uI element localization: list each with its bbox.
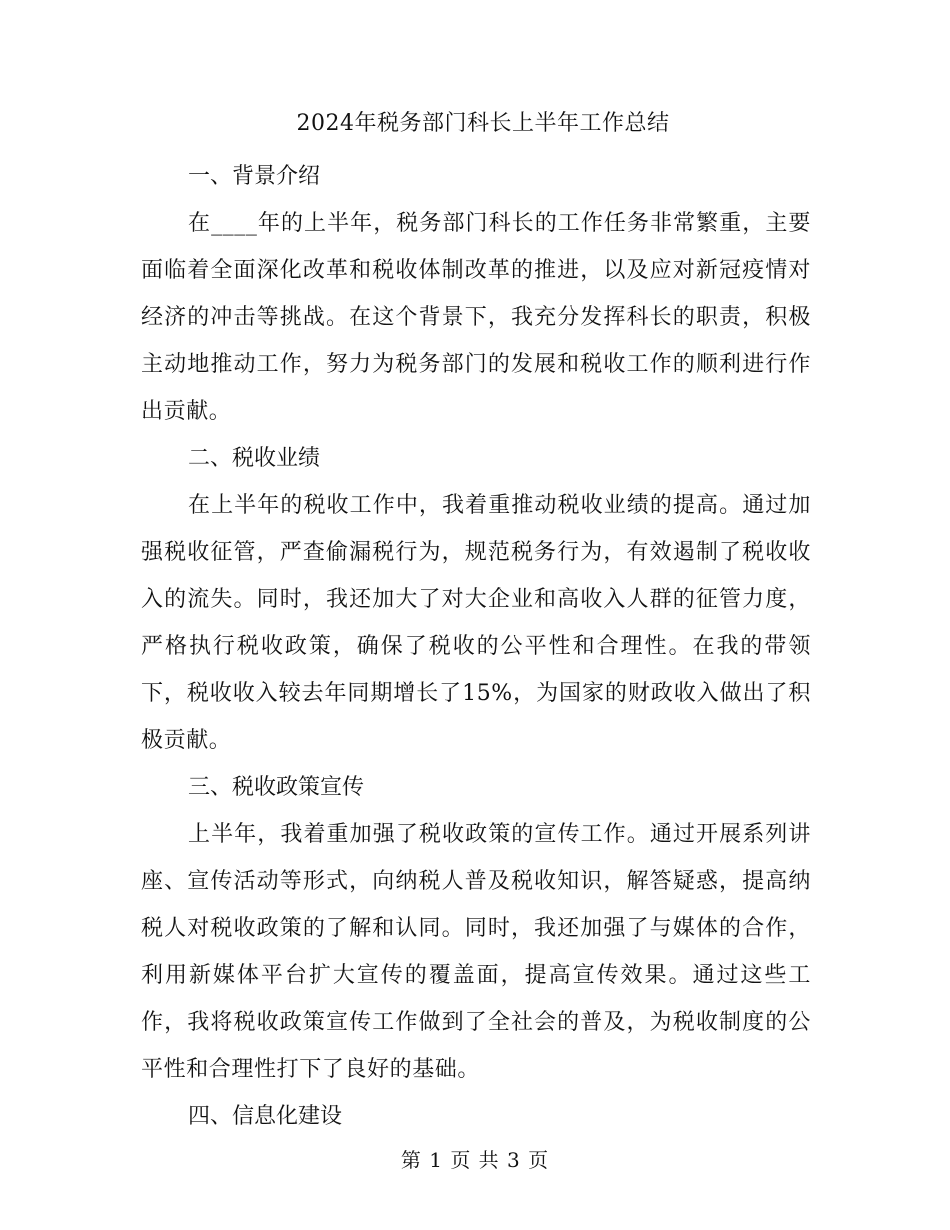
section-paragraph-background: 在____年的上半年，税务部门科长的工作任务非常繁重，主要面临着全面深化改革和税收体制改革的推进，以及应对新冠疫情对经济的冲击等挑战。在这个背景下，我充分发挥科长的职责，积极主动地推动工作，努力为税务部门的发展和税收工作的顺利进行作出贡献。	[141, 211, 811, 424]
section-paragraph-tax-performance: 在上半年的税收工作中，我着重推动税收业绩的提高。通过加强税收征管，严查偷漏税行为，规范税务行为，有效遏制了税收收入的流失。同时，我还加大了对大企业和高收入人群的征管力度，严格执行税收政策，确保了税收的公平性和合理性。在我的带领下，税收收入较去年同期增长了15%，为国家的财政收入做出了积极贡献。	[141, 493, 811, 753]
section-heading-tax-performance: 二、税收业绩	[188, 446, 321, 471]
document-body	[141, 103, 811, 1140]
page-number-footer: 第 1 页 共 3 页	[400, 1148, 550, 1172]
section-heading-background: 一、背景介绍	[188, 164, 321, 189]
section-paragraph-policy-publicity: 上半年，我着重加强了税收政策的宣传工作。通过开展系列讲座、宣传活动等形式，向纳税人普及税收知识，解答疑惑，提高纳税人对税收政策的了解和认同。同时，我还加强了与媒体的合作，利用新媒体平台扩大宣传的覆盖面，提高宣传效果。通过这些工作，我将税收政策宣传工作做到了全社会的普及，为税收制度的公平性和合理性打下了良好的基础。	[141, 822, 811, 1082]
section-heading-informatization: 四、信息化建设	[188, 1104, 343, 1129]
document-title: 2024年税务部门科长上半年工作总结	[296, 111, 670, 136]
section-heading-policy-publicity: 三、税收政策宣传	[188, 775, 365, 800]
